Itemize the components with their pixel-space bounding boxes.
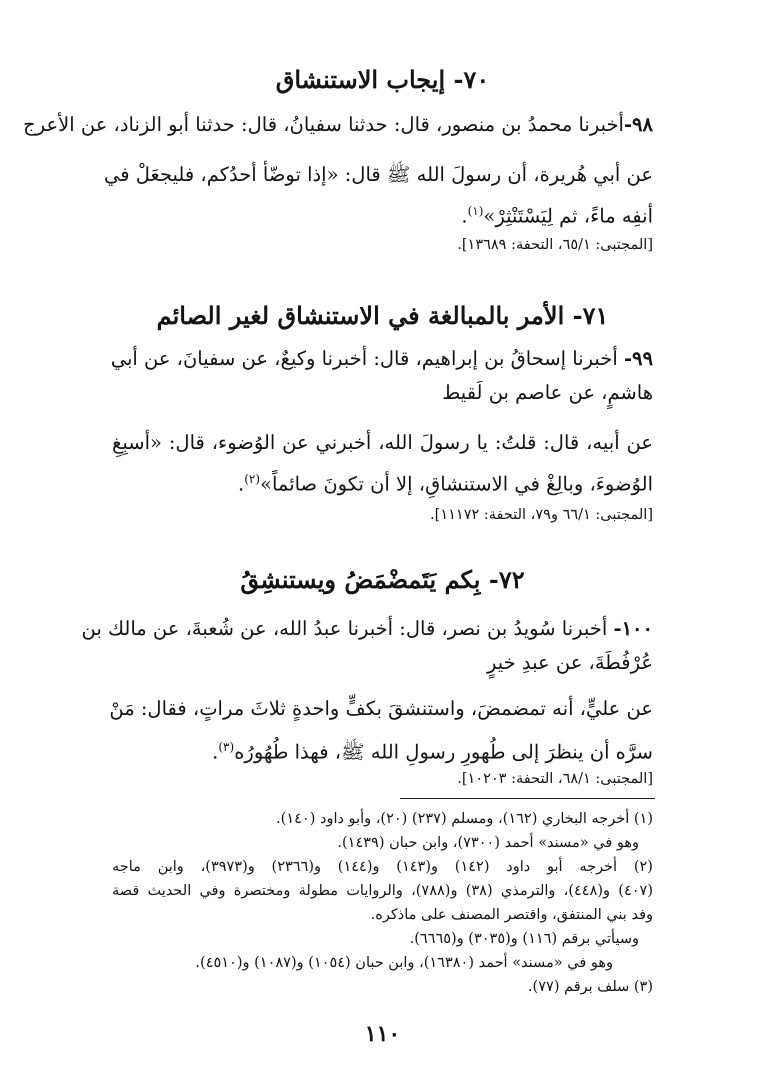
hadith-line: عن أبيه، قال: قلتُ: يا رسولَ الله، أخبرني عن الوُضوء، قال: «أسبِغِ — [112, 431, 653, 454]
hadith-line: أنفِه ماءً، ثم لِيَسْتَنْثِرْ»$^{(١)}$. — [461, 204, 653, 228]
footnote-marker: (١) — [467, 204, 484, 218]
hadith-line: الوُضوءَ، وبالِغْ في الاستنشاقِ، إلا أن تكونَ صائماً»$^{(٢)}$. — [238, 472, 653, 496]
hadith-line: ٩٨-أخبرنا محمدُ بن منصور، قال: حدثنا سفيانُ، قال: حدثنا أبو الزناد، عن الأعرج — [23, 113, 653, 136]
hadith-line: عن عليٍّ، أنه تمضمضَ، واستنشقَ بكفٍّ واحدةٍ ثلاثَ مراتٍ، فقال: مَنْ — [109, 697, 653, 720]
hadith-line: ١٠٠- أخبرنا سُويدُ بن نصر، قال: أخبرنا عبدُ الله، عن شُعبةَ، عن مالك بن — [81, 617, 653, 640]
footnote-marker: (٢) — [244, 472, 261, 486]
hadith-line: عُرْفُطَةَ، عن عبدِ خيرٍ — [487, 651, 653, 674]
hadith-line: ٩٩- أخبرنا إسحاقُ بن إبراهيم، قال: أخبرنا وكيعٌ، عن سفيانَ، عن أبي — [110, 347, 653, 370]
footnote-line: وفد بني المنتفق، واقتصر المصنف على ماذكره. — [370, 907, 653, 923]
hadith-number: ٩٨- — [623, 113, 653, 136]
section-heading: ٧٢- بِكم يَتَمضْمَضُ ويستنشِقُ — [240, 565, 525, 594]
footnote-line: وسيأتي برقم (١١٦) و(٣٠٣٥) و(٦٦٦٥). — [409, 931, 639, 947]
footnote-line: (٣) سلف برقم (٧٧). — [527, 979, 653, 995]
hadith-line: عن أبي هُريرة، أن رسولَ الله ﷺ قال: «إذا توضّأ أحدُكم، فليجعَلْ في — [104, 163, 653, 186]
footnote-line: (٤٠٧) و(٤٤٨)، والترمذي (٣٨) و(٧٨٨)، والروايات مطولة ومختصرة وفي الحديث قصة — [112, 883, 653, 899]
footnote-marker: (٣) — [218, 740, 235, 754]
section-heading: ٧١- الأمر بالمبالغة في الاستنشاق لغير الصائم — [156, 301, 609, 330]
hadith-number: ١٠٠- — [613, 617, 653, 640]
source-reference: [المجتبى: ٦٨/١، التحفة: ١٠٢٠٣]. — [457, 771, 653, 787]
hadith-line: هاشمٍ، عن عاصم بن لَقيط — [442, 381, 653, 404]
hadith-number: ٩٩- — [623, 347, 653, 370]
footnote-line: (١) أخرجه البخاري (١٦٢)، ومسلم (٢٣٧) (٢٠)، وأبو داود (١٤٠). — [276, 811, 653, 827]
source-reference: [المجتبى: ٦٦/١ و٧٩، التحفة: ١١١٧٢]. — [430, 507, 653, 523]
footnote-separator — [400, 798, 655, 799]
footnote-line: (٢) أخرجه أبو داود (١٤٢) و(١٤٣) و(١٤٤) و(٢٣٦٦) و(٣٩٧٣)، وابن ماجه — [112, 859, 653, 875]
hadith-line: سرَّه أن ينظرَ إلى طُهورِ رسولِ الله ﷺ، فهذا طُهُورُه$^{(٣)}$. — [212, 740, 653, 764]
page-number: ١١٠ — [364, 1021, 401, 1047]
footnote-line: وهو في «مسند» أحمد (١٦٣٨٠)، وابن حبان (١٠٥٤) و(١٠٨٧) و(٤٥١٠). — [195, 955, 613, 971]
section-heading: ٧٠- إيجاب الاستنشاق — [275, 65, 490, 94]
source-reference: [المجتبى: ٦٥/١، التحفة: ١٣٦٨٩]. — [457, 237, 653, 253]
footnote-line: وهو في «مسند» أحمد (٧٣٠٠)، وابن حبان (١٤٣٩). — [337, 835, 639, 851]
